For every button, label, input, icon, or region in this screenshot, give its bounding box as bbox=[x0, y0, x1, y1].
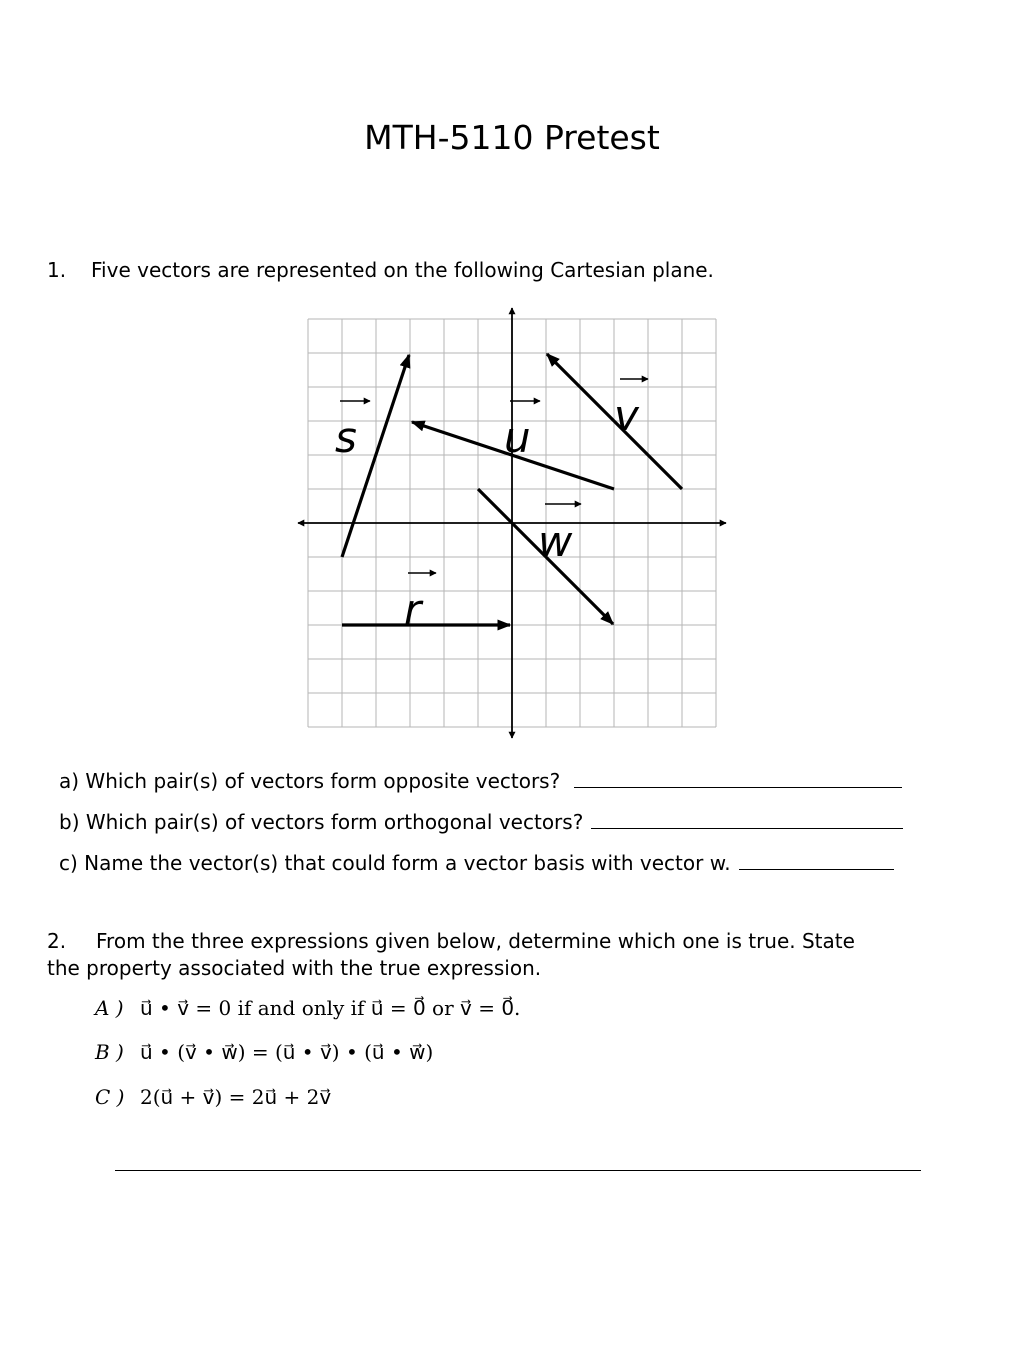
page-title: MTH-5110 Pretest bbox=[364, 118, 660, 157]
cartesian-plane bbox=[290, 300, 730, 745]
option-a-expression: u⃗ • v⃗ = 0 if and only if u⃗ = 0⃗ or v⃗ = 0⃗. bbox=[140, 996, 521, 1020]
question-1c-text: c) Name the vector(s) that could form a vector basis with vector w. bbox=[59, 851, 731, 875]
option-b-letter: B ) bbox=[95, 1040, 124, 1064]
label-v bbox=[614, 379, 648, 440]
label-w-text: w bbox=[538, 517, 573, 566]
option-c-expression: 2(u⃗ + v⃗) = 2u⃗ + 2v⃗ bbox=[140, 1085, 332, 1109]
option-a-letter: A ) bbox=[95, 996, 124, 1020]
question-1b bbox=[59, 810, 903, 834]
question-1b-text: b) Which pair(s) of vectors form orthogonal vectors? bbox=[59, 810, 584, 834]
question-1a bbox=[59, 769, 902, 793]
label-u bbox=[504, 401, 540, 462]
label-r-text: r bbox=[404, 585, 422, 634]
question-1-number: 1. bbox=[47, 258, 67, 282]
label-s-text: s bbox=[335, 413, 357, 462]
option-b-expression: u⃗ • (v⃗ • w⃗) = (u⃗ • v⃗) • (u⃗ • w⃗) bbox=[140, 1040, 434, 1064]
question-2-text-line1: From the three expressions given below, determine which one is true. State bbox=[96, 929, 855, 953]
question-1a-text: a) Which pair(s) of vectors form opposite vectors? bbox=[59, 769, 561, 793]
answer-blank-1c[interactable] bbox=[739, 868, 894, 870]
label-s bbox=[335, 401, 370, 462]
option-c-letter: C ) bbox=[95, 1085, 125, 1109]
question-1-text: Five vectors are represented on the following Cartesian plane. bbox=[91, 258, 714, 282]
answer-blank-1a[interactable] bbox=[574, 786, 902, 788]
question-2-number: 2. bbox=[47, 929, 67, 953]
answer-blank-1b[interactable] bbox=[591, 827, 903, 829]
question-1c bbox=[59, 851, 894, 875]
answer-line-question-2[interactable] bbox=[115, 1170, 921, 1171]
question-2-text-line2: the property associated with the true expression. bbox=[47, 956, 542, 980]
label-v-text: v bbox=[614, 391, 639, 440]
label-u-text: u bbox=[504, 413, 531, 462]
